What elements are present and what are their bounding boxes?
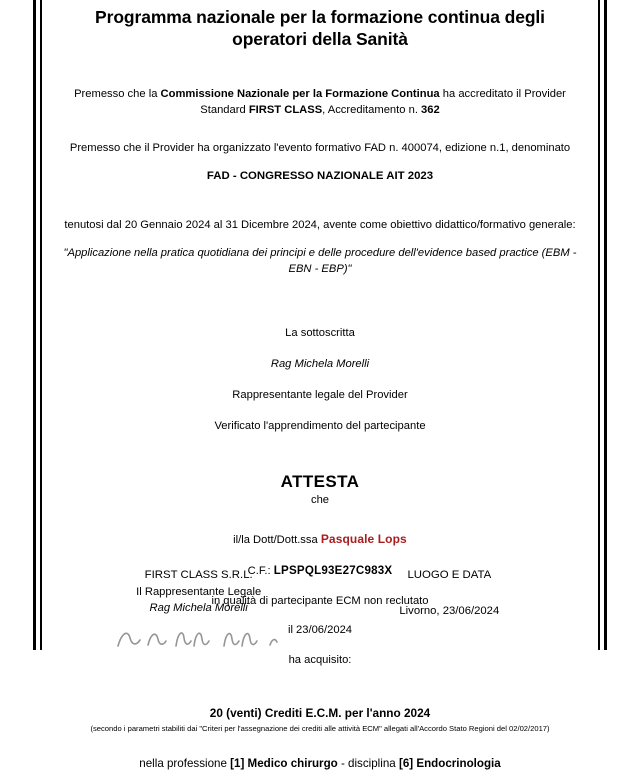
accreditation-number: 362 (421, 103, 440, 116)
attestation-subheading: che (310, 493, 330, 506)
spacer (62, 119, 578, 141)
premise-event: Premesso che il Provider ha organizzato l'evento formativo FAD n. 400074, edizione n.1, denominato (69, 141, 571, 154)
event-name: FAD - CONGRESSO NAZIONALE AIT 2023 (206, 169, 434, 182)
discipline-code: [6] (398, 757, 414, 771)
acquired-label: ha acquisito: (288, 654, 352, 667)
page-title: Programma nazionale per la formazione continua degli operatori della Sanità (95, 7, 545, 50)
attestation-heading: ATTESTA (280, 471, 360, 491)
credits-note: (secondo i parametri stabiliti dai "Criteri per l'assegnazione dei crediti alle attività ECM" allegati all'Accordo Stato Regioni del 02/02/2017) (90, 723, 550, 733)
premise-accreditation-suffix: , Accreditamento n. (322, 103, 422, 116)
spacer (62, 450, 578, 472)
place-date-value: Livorno, 23/06/2024 (399, 604, 500, 617)
footer-provider-block (62, 564, 317, 648)
recipient-label: il/la Dott/Dott.ssa (233, 533, 318, 546)
place-date-label: LUOGO E DATA (407, 569, 492, 581)
profession-code: [1] (230, 757, 245, 771)
premise-accreditation-prefix: Premesso che la (74, 87, 161, 100)
commission-name: Commissione Nazionale per la Formazione Continua (160, 87, 440, 100)
attestation-date: il 23/06/2024 (287, 624, 353, 637)
handwritten-signature (80, 626, 317, 648)
premise-accreditation (62, 87, 578, 119)
spacer (62, 734, 578, 756)
undersigned-role: Rappresentante legale del Provider (232, 389, 408, 402)
undersigned-name: Rag Michela Morelli (270, 357, 370, 370)
fiscal-code-value: LPSPQL93E27C983X (273, 563, 393, 577)
footer-provider-name: FIRST CLASS S.R.L. (144, 569, 253, 581)
spacer (62, 549, 578, 563)
footer-place-date-block (331, 567, 578, 619)
event-objective: "Applicazione nella pratica quotidiana dei principi e delle procedure dell'evidence based practice (EBM - EBN - EBP)" (63, 246, 577, 276)
recipient-line (62, 531, 578, 549)
footer-provider-signatory: Rag Michela Morelli (149, 601, 248, 614)
spacer (62, 51, 578, 87)
undersigned-intro: La sottoscritta (285, 326, 355, 339)
spacer (62, 509, 578, 531)
profession-line (62, 756, 578, 772)
profession-prefix: nella professione (139, 757, 231, 771)
spacer (62, 196, 578, 218)
certificate-content (46, 0, 594, 771)
discipline-name: Endocrinologia (413, 757, 501, 771)
footer-provider-role: Il Rappresentante Legale (136, 585, 262, 598)
discipline-separator: - disciplina (337, 757, 399, 771)
spacer (62, 289, 578, 325)
fiscal-code-label: C.F.: (247, 564, 271, 577)
profession-name: Medico chirurgo (244, 757, 338, 771)
certificate-footer (62, 564, 578, 648)
spacer (62, 669, 578, 705)
provider-standard-name: FIRST CLASS (248, 103, 323, 116)
credits-total: 20 (venti) Crediti E.C.M. per l'anno 2024 (209, 706, 431, 721)
recipient-name: Pasquale Lops (320, 531, 407, 546)
event-period: tenutosi dal 20 Gennaio 2024 al 31 Dicembre 2024, avente come obiettivo didattico/formativo generale: (64, 218, 576, 231)
undersigned-verification: Verificato l'apprendimento del partecipante (214, 420, 426, 433)
premise-accreditation-middle: ha accreditato il Provider Standard (200, 87, 566, 116)
participant-capacity: in qualità di partecipante ECM non reclutato (211, 594, 429, 607)
